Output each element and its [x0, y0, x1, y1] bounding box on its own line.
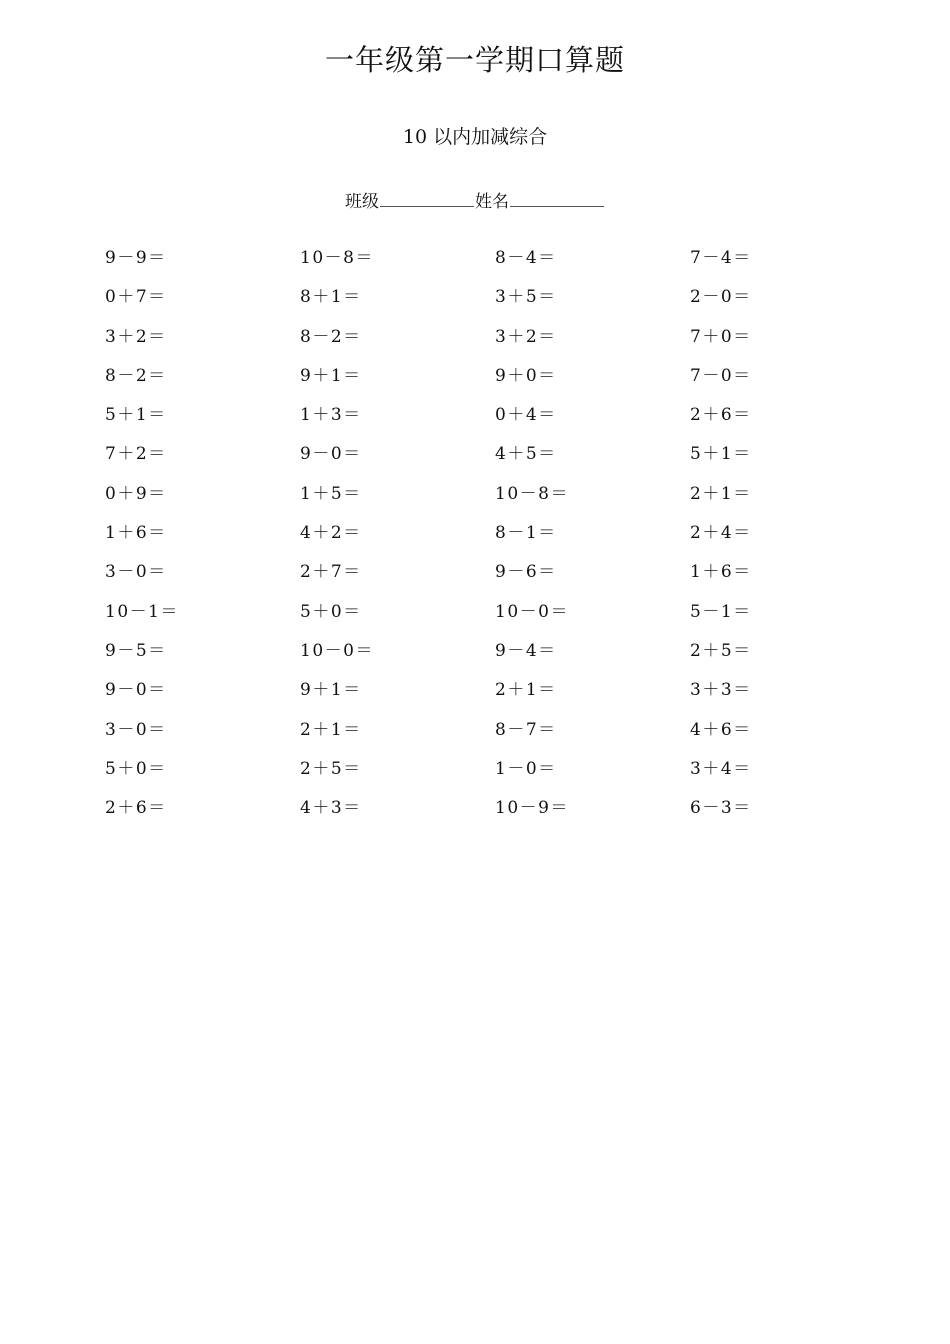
- problem-item: 0＋7＝: [105, 287, 167, 308]
- problem-item: 5＋0＝: [300, 601, 362, 622]
- problem-item: 1＋5＝: [300, 483, 362, 504]
- problem-item: 7＋2＝: [105, 444, 167, 465]
- problem-item: 5＋0＝: [105, 758, 167, 779]
- problem-item: 2＋5＝: [300, 758, 362, 779]
- problem-item: 10－0＝: [495, 601, 569, 622]
- problem-item: 1－0＝: [495, 758, 557, 779]
- problem-item: 3－0＝: [105, 719, 167, 740]
- problem-item: 8－1＝: [495, 523, 557, 544]
- problem-item: 3＋5＝: [495, 287, 557, 308]
- problem-item: 9－5＝: [105, 640, 167, 661]
- problem-item: 3＋3＝: [690, 680, 752, 701]
- problem-item: 9＋1＝: [300, 680, 362, 701]
- problem-item: 9－9＝: [105, 248, 167, 268]
- problem-item: 3＋2＝: [105, 326, 167, 347]
- problem-item: 2＋1＝: [495, 680, 557, 701]
- student-info-line: [0, 186, 950, 216]
- problem-item: 0＋9＝: [105, 483, 167, 504]
- problem-item: 2＋1＝: [300, 719, 362, 740]
- problem-item: 7－0＝: [690, 365, 752, 386]
- problem-item: 2－0＝: [690, 287, 752, 308]
- problem-item: 0＋4＝: [495, 405, 557, 426]
- problem-item: 1＋6＝: [690, 562, 752, 583]
- problem-item: 10－8＝: [300, 248, 374, 268]
- name-label: 姓名: [475, 192, 509, 212]
- problem-item: 8－2＝: [300, 326, 362, 347]
- problem-item: 1＋6＝: [105, 523, 167, 544]
- problem-item: 3＋2＝: [495, 326, 557, 347]
- class-label: 班级: [345, 192, 379, 212]
- problem-grid: [105, 240, 885, 829]
- problem-item: 3－0＝: [105, 562, 167, 583]
- problem-item: 5＋1＝: [690, 444, 752, 465]
- problem-item: 10－0＝: [300, 640, 374, 661]
- problem-item: 2＋1＝: [690, 483, 752, 504]
- problem-item: 8－2＝: [105, 365, 167, 386]
- name-blank: [510, 186, 604, 207]
- problem-item: 5＋1＝: [105, 405, 167, 426]
- problem-item: 2＋7＝: [300, 562, 362, 583]
- problem-item: 4＋3＝: [300, 798, 362, 819]
- problem-item: 8＋1＝: [300, 287, 362, 308]
- problem-item: 8－4＝: [495, 248, 557, 268]
- problem-item: 7－4＝: [690, 248, 752, 268]
- problem-item: 2＋6＝: [105, 798, 167, 819]
- problem-item: 9－0＝: [300, 444, 362, 465]
- problem-item: 2＋4＝: [690, 523, 752, 544]
- class-blank: [380, 186, 474, 207]
- problem-item: 9＋0＝: [495, 365, 557, 386]
- problem-item: 2＋6＝: [690, 405, 752, 426]
- problem-item: 5－1＝: [690, 601, 752, 622]
- page-subtitle: 10 以内加减综合: [402, 126, 548, 148]
- problem-item: 2＋5＝: [690, 640, 752, 661]
- problem-item: 3＋4＝: [690, 758, 752, 779]
- problem-item: 9－6＝: [495, 562, 557, 583]
- problem-item: 10－9＝: [495, 798, 569, 819]
- problem-item: 1＋3＝: [300, 405, 362, 426]
- problem-item: 9－4＝: [495, 640, 557, 661]
- page-title: 一年级第一学期口算题: [324, 43, 625, 77]
- problem-item: 8－7＝: [495, 719, 557, 740]
- problem-item: 4＋6＝: [690, 719, 752, 740]
- problem-item: 9＋1＝: [300, 365, 362, 386]
- problem-item: 10－1＝: [105, 601, 179, 622]
- problem-item: 7＋0＝: [690, 326, 752, 347]
- problem-item: 6－3＝: [690, 798, 752, 819]
- problem-item: 9－0＝: [105, 680, 167, 701]
- problem-item: 4＋2＝: [300, 523, 362, 544]
- problem-item: 10－8＝: [495, 483, 569, 504]
- problem-item: 4＋5＝: [495, 444, 557, 465]
